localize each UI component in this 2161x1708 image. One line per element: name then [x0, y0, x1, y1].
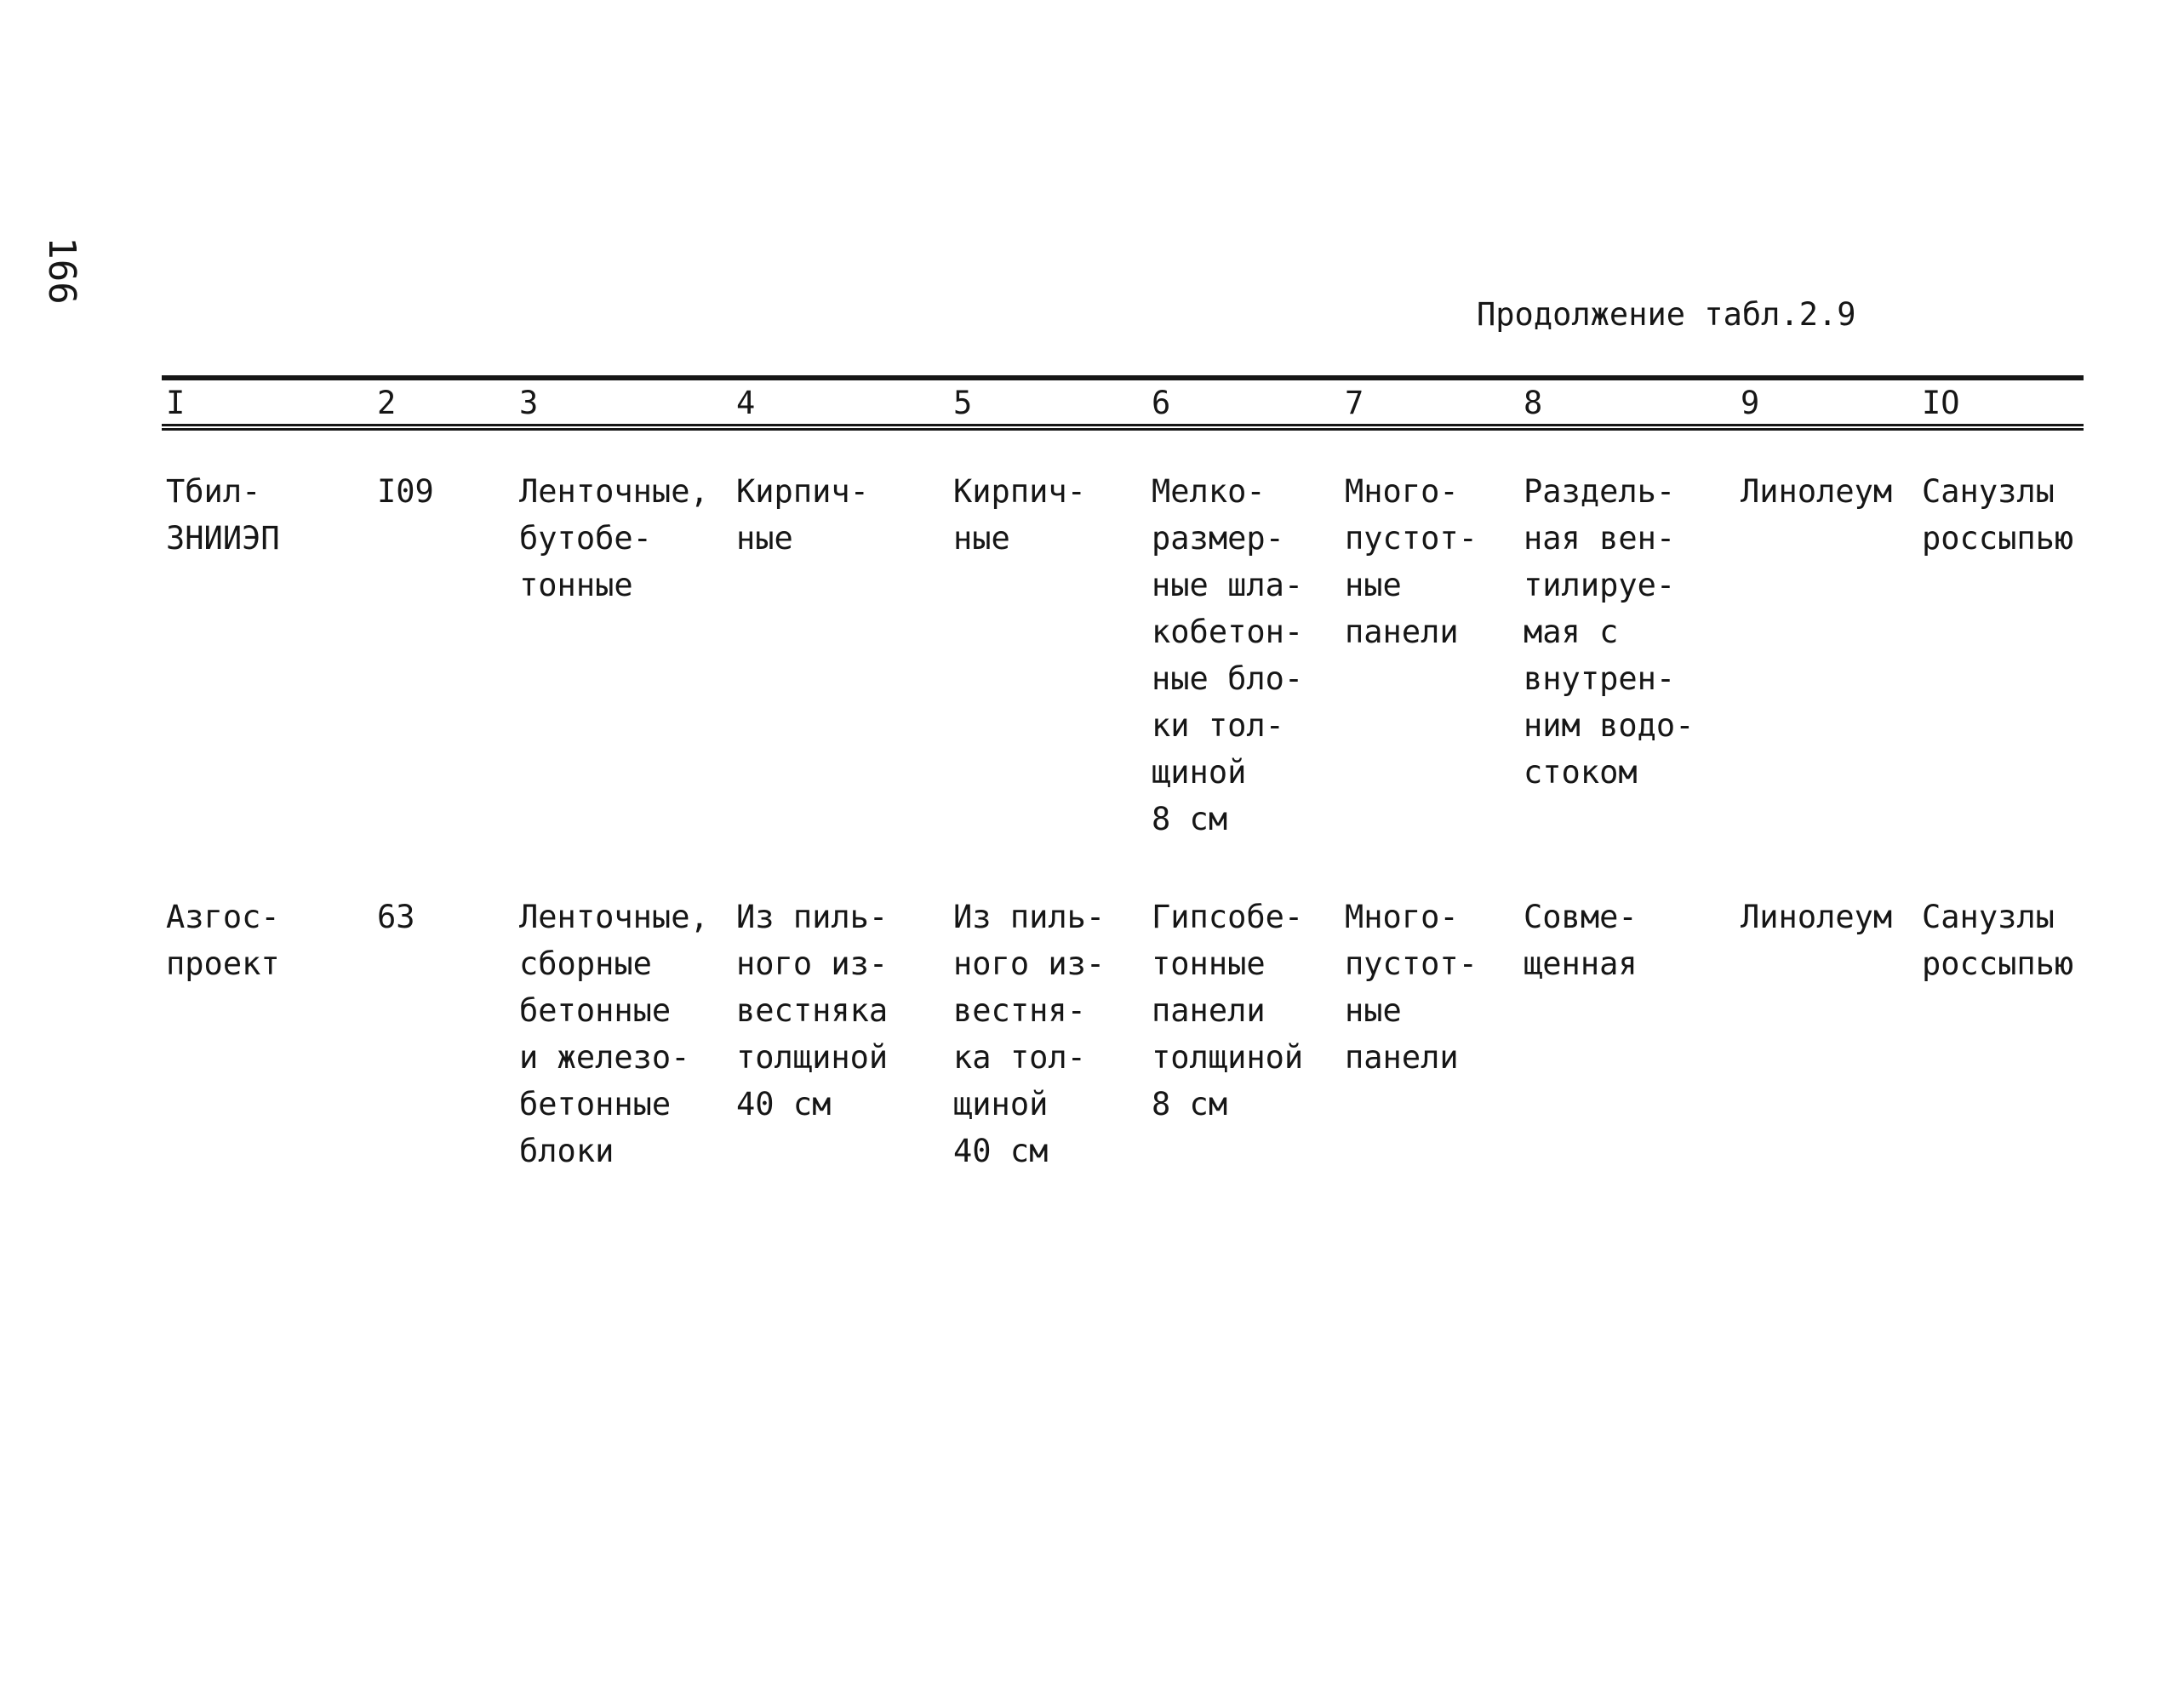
column-number: 2	[377, 385, 397, 421]
table-cell: Санузлы россыпью	[1922, 899, 2074, 982]
table-cell: Совме- щенная	[1524, 899, 1638, 982]
table-top-rule	[162, 375, 2084, 380]
table-cell: Раздель- ная вен- тилируе- мая с внутрен- ним водо- стоком	[1524, 473, 1695, 791]
column-number: 7	[1345, 385, 1364, 421]
column-number: 8	[1524, 385, 1543, 421]
table-cell: Ленточные, сборные бетонные и железо- бетонные блоки	[519, 899, 709, 1169]
table-cell: Азгос- проект	[166, 899, 280, 982]
table-cell: Кирпич- ные	[736, 473, 869, 557]
column-number: 4	[736, 385, 756, 421]
table-cell: Мелко- размер- ные шла- кобетон- ные бло- ки тол- щиной 8 см	[1152, 473, 1304, 837]
column-number: IO	[1922, 385, 1960, 421]
header-rule	[162, 424, 2084, 426]
header-rule-lower	[162, 428, 2084, 431]
table-cell: Линолеум	[1741, 899, 1893, 935]
table-cell: Тбил- ЗНИИЭП	[166, 473, 280, 557]
table-cell: Ленточные, бутобе- тонные	[519, 473, 709, 603]
table-cell: 63	[377, 899, 415, 935]
column-number: 6	[1152, 385, 1171, 421]
column-number: 5	[953, 385, 973, 421]
table-cell: Много- пустот- ные панели	[1345, 473, 1478, 650]
table-cell: Кирпич- ные	[953, 473, 1086, 557]
column-number: 3	[519, 385, 539, 421]
table-caption: Продолжение табл.2.9	[1477, 296, 1856, 333]
table-cell: Из пиль- ного из- вестняка толщиной 40 см	[736, 899, 889, 1122]
page-number: 166	[40, 237, 83, 305]
table-cell: Линолеум	[1741, 473, 1893, 510]
table-cell: Гипсобе- тонные панели толщиной 8 см	[1152, 899, 1304, 1122]
column-number: I	[166, 385, 186, 421]
table-cell: Санузлы россыпью	[1922, 473, 2074, 557]
table-cell: I09	[377, 473, 434, 510]
table-cell: Из пиль- ного из- вестня- ка тол- щиной 40 см	[953, 899, 1106, 1169]
table-cell: Много- пустот- ные панели	[1345, 899, 1478, 1076]
column-number: 9	[1741, 385, 1760, 421]
